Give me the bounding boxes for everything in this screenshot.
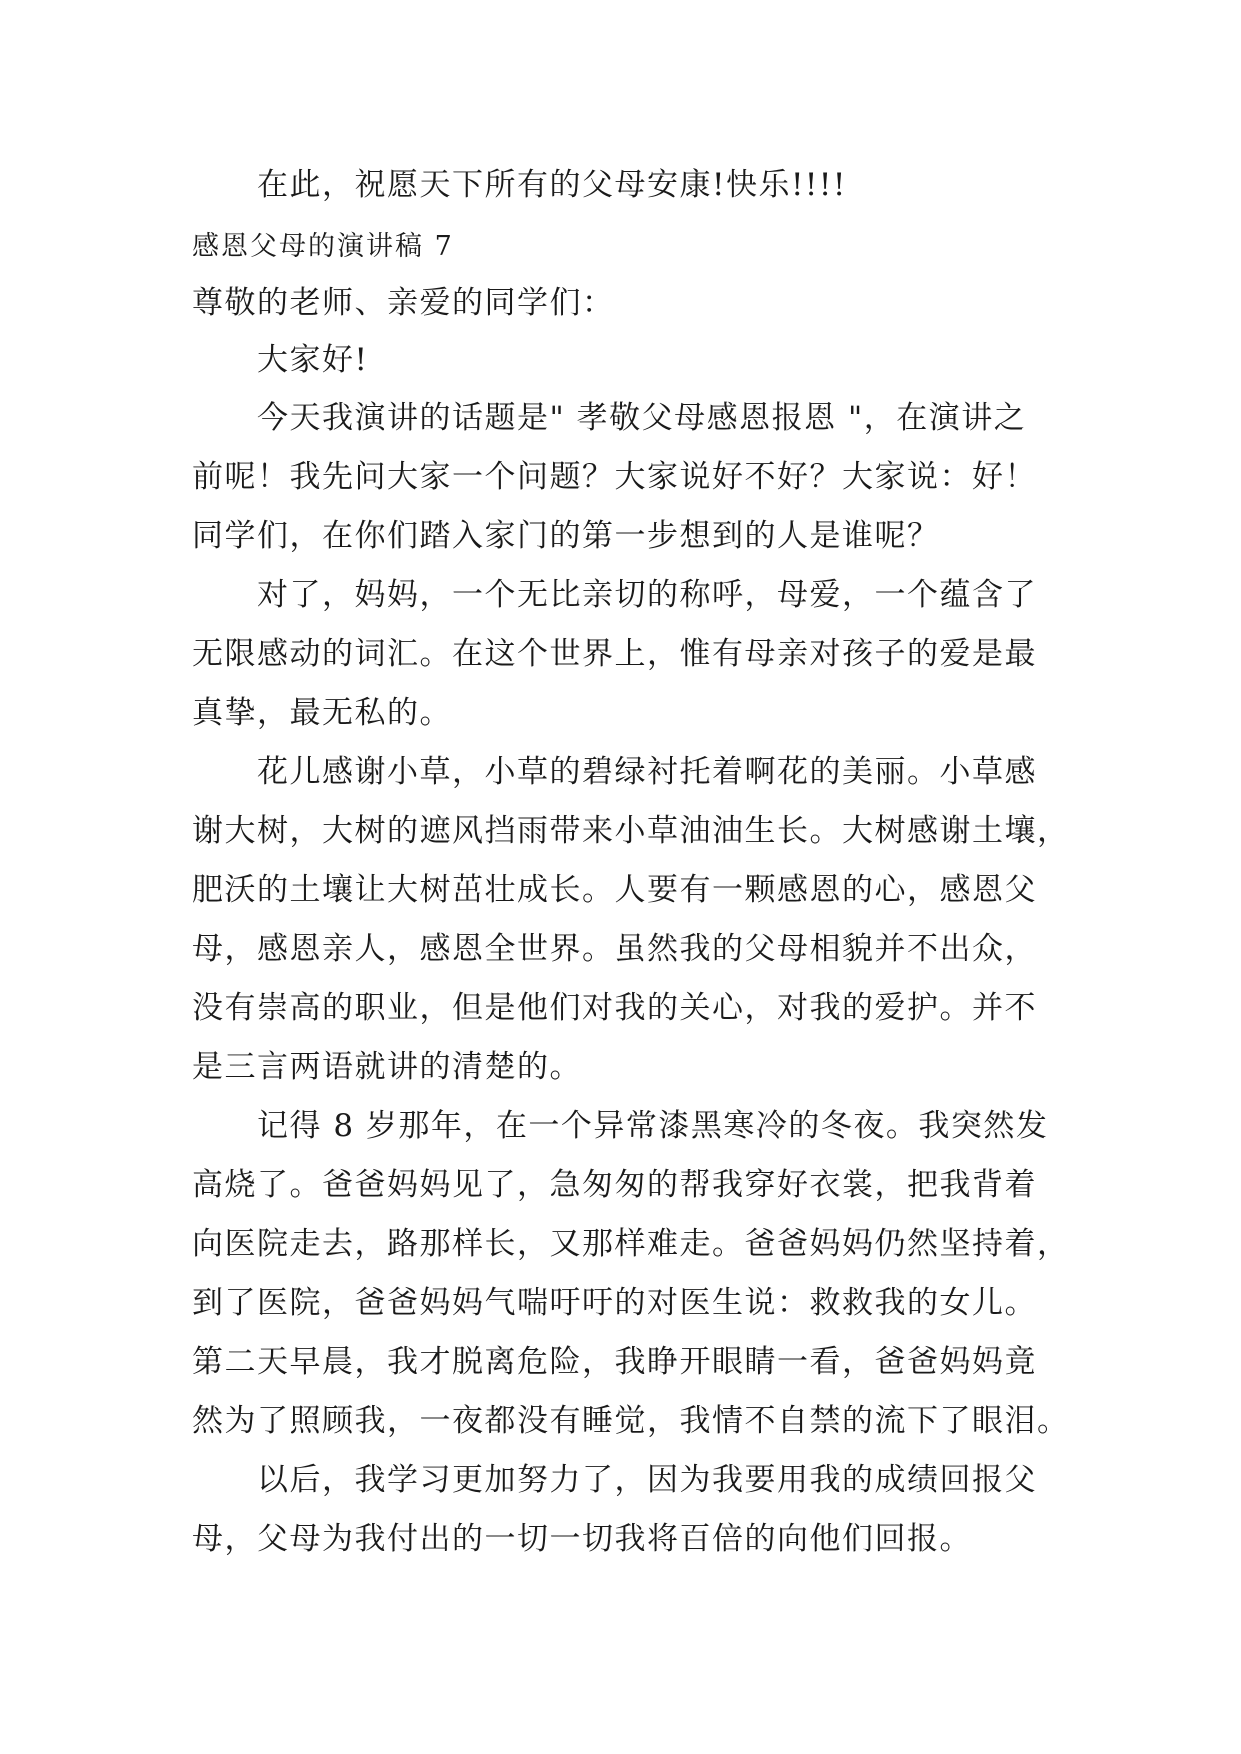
paragraph-3-line-5: 没有崇高的职业，但是他们对我的关心，对我的爱护。并不	[192, 990, 1037, 1026]
paragraph-2-line-3: 真挚，最无私的。	[192, 695, 452, 731]
paragraph-4-line-6: 然为了照顾我，一夜都没有睡觉，我情不自禁的流下了眼泪。	[192, 1403, 1070, 1439]
paragraph-3-line-2: 谢大树，大树的遮风挡雨带来小草油油生长。大树感谢土壤，	[192, 813, 1070, 849]
paragraph-1-line-2: 前呢！我先问大家一个问题？大家说好不好？大家说：好！	[192, 459, 1037, 495]
paragraph-5-line-1: 以后，我学习更加努力了，因为我要用我的成绩回报父	[257, 1462, 1037, 1498]
salutation: 尊敬的老师、亲爱的同学们：	[192, 285, 615, 321]
paragraph-3-line-1: 花儿感谢小草，小草的碧绿衬托着啊花的美丽。小草感	[257, 754, 1037, 790]
paragraph-5-line-2: 母，父母为我付出的一切一切我将百倍的向他们回报。	[192, 1521, 972, 1557]
paragraph-3-line-3: 肥沃的土壤让大树茁壮成长。人要有一颗感恩的心，感恩父	[192, 872, 1037, 908]
paragraph-4-line-2: 高烧了。爸爸妈妈见了，急匆匆的帮我穿好衣裳，把我背着	[192, 1167, 1037, 1203]
paragraph-2-line-1: 对了，妈妈，一个无比亲切的称呼，母爱，一个蕴含了	[257, 577, 1037, 613]
paragraph-1-line-3: 同学们，在你们踏入家门的第一步想到的人是谁呢？	[192, 518, 940, 554]
paragraph-4-line-5: 第二天早晨，我才脱离危险，我睁开眼睛一看，爸爸妈妈竟	[192, 1344, 1037, 1380]
paragraph-3-line-4: 母，感恩亲人，感恩全世界。虽然我的父母相貌并不出众，	[192, 931, 1037, 967]
paragraph-3-line-6: 是三言两语就讲的清楚的。	[192, 1049, 582, 1085]
paragraph-4-line-3: 向医院走去，路那样长，又那样难走。爸爸妈妈仍然坚持着，	[192, 1226, 1070, 1262]
paragraph-4-line-1: 记得 8 岁那年，在一个异常漆黑寒冷的冬夜。我突然发	[257, 1108, 1049, 1144]
paragraph-1-line-1: 今天我演讲的话题是" 孝敬父母感恩报恩 "，在演讲之	[257, 400, 1027, 436]
greeting: 大家好!	[257, 342, 369, 378]
paragraph-4-line-4: 到了医院，爸爸妈妈气喘吁吁的对医生说：救救我的女儿。	[192, 1285, 1037, 1321]
closing-line: 在此，祝愿天下所有的父母安康!快乐!!!!	[257, 167, 847, 203]
document-title: 感恩父母的演讲稿 7	[192, 231, 454, 262]
paragraph-2-line-2: 无限感动的词汇。在这个世界上，惟有母亲对孩子的爱是最	[192, 636, 1037, 672]
